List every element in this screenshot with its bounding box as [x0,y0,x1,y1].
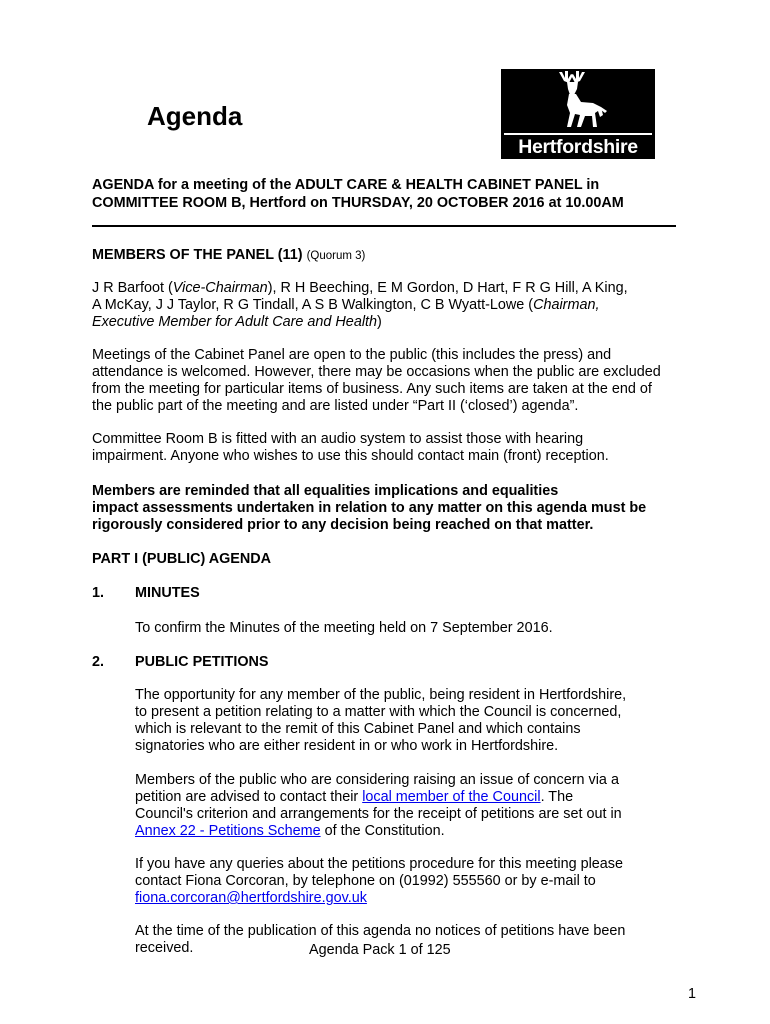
paragraph-line: signatories who are either resident in or who work in Hertfordshire. [135,738,559,754]
members-heading [92,247,702,265]
item-2-number: 2. [92,654,105,670]
members-heading-text: MEMBERS OF THE PANEL (11) [92,247,303,263]
petitions-paragraph-1 [135,687,715,755]
audio-paragraph [92,431,702,465]
paragraph-line: received. [135,940,194,956]
paragraph-line: Council's criterion and arrangements for the receipt of petitions are set out in [135,806,622,822]
paragraph-line: impact assessments undertaken in relation to any matter on this agenda must be [92,500,647,516]
public-meeting-paragraph [92,347,702,415]
paragraph-line [135,890,715,907]
paragraph-line: from the meeting for particular items of business. Any such items are taken at the end of [92,381,652,397]
members-line-2 [92,297,702,314]
paragraph-line: At the time of the publication of this agenda no notices of petitions have been [135,923,626,939]
paragraph-text: of the Constitution. [320,823,445,839]
agenda-pack-footer: Agenda Pack 1 of 125 [309,942,451,958]
petitions-paragraph-2 [135,772,715,840]
paragraph-line: the public part of the meeting and are listed under “Part II (‘closed’) agenda”. [92,398,579,414]
stag-icon [501,69,655,135]
executive-member-role: Executive Member for Adult Care and Health [92,314,378,330]
members-line-1 [92,280,702,297]
paragraph-line: Members of the public who are considering raising an issue of concern via a [135,772,619,788]
members-text: J R Barfoot ( [92,280,173,296]
members-list [92,280,702,331]
meeting-heading [92,177,692,212]
logo-wordmark: Hertfordshire [518,136,638,158]
hertfordshire-logo [501,69,655,159]
item-1-number: 1. [92,585,105,601]
paragraph-text: petition are advised to contact their [135,789,363,805]
paragraph-line: contact Fiona Corcoran, by telephone on (01992) 555560 or by e-mail to [135,873,596,889]
paragraph-line: which is relevant to the remit of this Cabinet Panel and which contains [135,721,581,737]
paragraph-text: . The [540,789,574,805]
item-2-title: PUBLIC PETITIONS [135,654,269,670]
paragraph-line: The opportunity for any member of the public, being resident in Hertfordshire, [135,687,627,703]
members-line-3 [92,314,702,331]
page-title: Agenda [147,101,243,131]
item-1-text: To confirm the Minutes of the meeting held on 7 September 2016. [135,620,553,636]
email-link[interactable]: fiona.corcoran@hertfordshire.gov.uk [135,890,367,906]
quorum-note: (Quorum 3) [306,250,366,262]
local-member-link[interactable]: local member of the Council [362,789,541,805]
paragraph-line: impairment. Anyone who wishes to use this should contact main (front) reception. [92,448,609,464]
paragraph-line [135,789,715,806]
members-text: ), R H Beeching, E M Gordon, D Hart, F R G Hill, A King, [267,280,628,296]
equalities-notice [92,483,702,534]
members-text: A McKay, J J Taylor, R G Tindall, A S B Walkington, C B Wyatt-Lowe ( [92,297,534,313]
paragraph-line: rigorously considered prior to any decision being reached on that matter. [92,517,594,533]
meeting-line-1: AGENDA for a meeting of the ADULT CARE & HEALTH CABINET PANEL in [92,177,600,193]
petitions-paragraph-3 [135,856,715,907]
item-1-title: MINUTES [135,585,200,601]
paragraph-line: Meetings of the Cabinet Panel are open to the public (this includes the press) and [92,347,612,363]
vice-chairman-role: Vice-Chairman [172,280,268,296]
paragraph-line: attendance is welcomed. However, there may be occasions when the public are excluded [92,364,661,380]
part-one-heading: PART I (PUBLIC) AGENDA [92,551,272,567]
paragraph-line: If you have any queries about the petitions procedure for this meeting please [135,856,623,872]
meeting-line-2: COMMITTEE ROOM B, Hertford on THURSDAY, 20 OCTOBER 2016 at 10.00AM [92,194,624,211]
paragraph-line: Committee Room B is fitted with an audio system to assist those with hearing [92,431,584,447]
petitions-scheme-link[interactable]: Annex 22 - Petitions Scheme [135,823,321,839]
chairman-role: Chairman, [533,297,600,313]
paragraph-line: Members are reminded that all equalities implications and equalities [92,483,559,499]
page-number: 1 [688,986,697,1002]
heading-divider [92,225,676,227]
paragraph-line: to present a petition relating to a matter with which the Council is concerned, [135,704,622,720]
members-text: ) [377,314,382,330]
paragraph-line [135,823,715,840]
